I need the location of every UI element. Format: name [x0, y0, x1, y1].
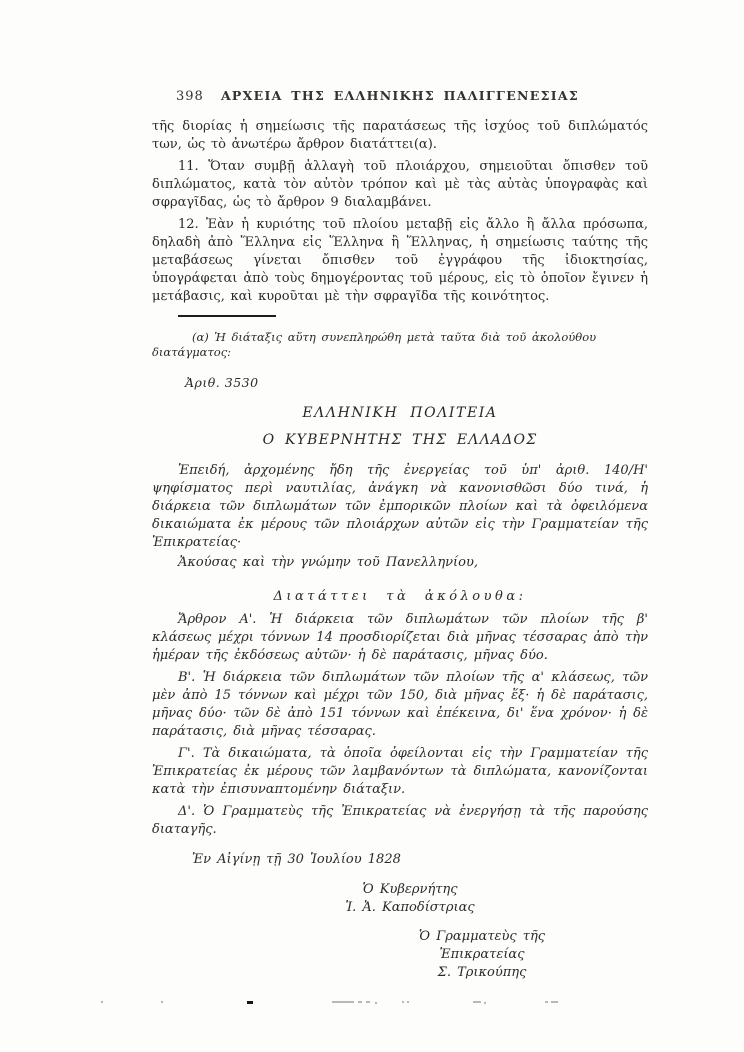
scan-artifact	[366, 1001, 370, 1003]
signature-title: Ὁ Γραμματεὺς τῆς Ἐπικρατείας	[418, 929, 546, 962]
decree-article-gamma: Γ'. Τὰ δικαιώματα, τὰ ὁποῖα ὀφείλονται εἰς τὴν Γραμματείαν τῆς Ἐπικρατείας ἐκ μέρους τῶν λαμβανόντων τὰ διπλώματα, κανονίζονται κατὰ τὴν ἐπισυναπτομένην διάταξιν.	[152, 746, 648, 797]
decree-state-heading: ΕΛΛΗΝΙΚΗ ΠΟΛΙΤΕΙΑ	[302, 405, 498, 421]
scan-artifact	[473, 1001, 481, 1003]
page-header	[152, 88, 648, 105]
scan-artifact	[551, 1001, 558, 1003]
running-title: ΑΡΧΕΙΑ ΤΗΣ ΕΛΛΗΝΙΚΗΣ ΠΑΛΙΓΓΕΝΕΣΙΑΣ	[220, 88, 580, 103]
page-number: 398	[176, 89, 204, 104]
signature-name: Ἰ. Ἀ. Καποδίστριας	[345, 900, 475, 915]
decree-ordains-line: Διατάττει τὰ ἀκόλουθα:	[273, 589, 527, 604]
scan-artifact	[402, 1001, 404, 1003]
decree-article-alpha: Ἄρθρον Α'. Ἡ διάρκεια τῶν διπλωμάτων τῶν πλοίων τῆς β' κλάσεως μέχρι τόννων 14 προσδιορίζεται διὰ μῆνας τέσσαρας ἀπὸ τὴν ἡμέραν τῆς ἐκδόσεως αὐτῶν· ἡ δὲ παράτασις, μῆνας δύο.	[152, 612, 648, 663]
decree-dateline: Ἐν Αἰγίνῃ τῇ 30 Ἰουλίου 1828	[192, 852, 401, 867]
scan-artifact	[375, 1002, 377, 1004]
signature-governor	[305, 881, 515, 917]
footnote-note: (α) Ἡ διάταξις αὕτη συνεπληρώθη μετὰ ταῦτα διὰ τοῦ ἀκολούθου διατάγματος:	[152, 330, 597, 359]
scan-artifact	[358, 1001, 362, 1003]
decree-number: Ἀριθ. 3530	[185, 375, 259, 390]
text-block	[152, 88, 648, 982]
body-paragraph-continuation: τῆς διορίας ἡ σημείωσις τῆς παρατάσεως τῆς ἰσχύος τοῦ διπλώματός των, ὡς τὸ ἀνωτέρω ἄρθρον διατάττει(α).	[152, 119, 648, 152]
scan-artifact	[407, 1001, 409, 1003]
scan-artifact	[545, 1001, 548, 1003]
body-paragraph-11: 11. Ὅταν συμβῇ ἀλλαγὴ τοῦ πλοιάρχου, σημειοῦται ὄπισθεν τοῦ διπλώματος, κατὰ τὸν αὐτὸν τρόπον καὶ μὲ τὰς αὐτὰς ὑπογραφὰς καὶ σφραγῖδας, ὡς τὸ ἄρθρον 9 διαλαμβάνει.	[152, 159, 648, 210]
decree-heard-clause: Ἀκούσας καὶ τὴν γνώμην τοῦ Πανελληνίου,	[178, 555, 478, 570]
decree-article-delta: Δ'. Ὁ Γραμματεὺς τῆς Ἐπικρατείας νὰ ἐνεργήσῃ τὰ τῆς παρούσης διαταγῆς.	[152, 804, 648, 837]
scan-artifact	[332, 1001, 354, 1003]
decree-governor-heading: Ο ΚΥΒΕΡΝΗΤΗΣ ΤΗΣ ΕΛΛΑΔΟΣ	[262, 432, 538, 448]
footnote-divider	[178, 315, 276, 317]
scan-artifact	[484, 1002, 486, 1004]
decree-article-beta: Β'. Ἡ διάρκεια τῶν διπλωμάτων τῶν πλοίων τῆς α' κλάσεως, τῶν μὲν ἀπὸ 15 τόννων καὶ μέχρι τῶν 150, διὰ μῆνας ἕξ· ἡ δὲ παράτασις, μῆνας δύο· τῶν δὲ ἀπὸ 151 τόννων καὶ ἐπέκεινα, δι' ἕνα χρόνον· ἡ δὲ παράτασις, διὰ μῆνας τέσσαρας.	[152, 670, 648, 739]
body-paragraph-12: 12. Ἐὰν ἡ κυριότης τοῦ πλοίου μεταβῇ εἰς ἄλλο ἢ ἄλλα πρόσωπα, δηλαδὴ ἀπὸ Ἕλληνα εἰς Ἕλληνα ἢ Ἕλληνας, ἡ σημείωσις ταύτης τῆς μεταβάσεως γίνεται ὄπισθεν τοῦ ἐγγράφου τῆς ἰδιοκτησίας, ὑπογράφεται ἀπὸ τοὺς δημογέροντας τοῦ μέρους, εἰς τὸ ὁποῖον ἔγινεν ἡ μετάβασις, καὶ κυροῦται μὲ τὴν σφραγῖδα τῆς κοινότητος.	[152, 217, 648, 304]
signature-name: Σ. Τρικούπης	[437, 965, 527, 980]
decree-preamble: Ἐπειδή, ἀρχομένης ἤδη τῆς ἐνεργείας τοῦ ὑπ' ἀριθ. 140/Η' ψηφίσματος περὶ ναυτιλίας, ἀνάγκη νὰ κανονισθῶσι δύο τινά, ἡ διάρκεια τῶν διπλωμάτων τῶν ἐμπορικῶν πλοίων καὶ τὰ ὀφειλόμενα δικαιώματα ἐκ μέρους τῶν πλοιάρχων αὐτῶν εἰς τὴν Γραμματείαν τῆς Ἐπικρατείας·	[152, 463, 648, 550]
scan-artifact	[247, 1001, 253, 1004]
scan-artifact	[101, 1001, 103, 1003]
scan-artifact	[161, 1001, 163, 1003]
signature-secretary	[377, 928, 587, 982]
signature-title: Ὁ Κυβερνήτης	[362, 882, 458, 897]
